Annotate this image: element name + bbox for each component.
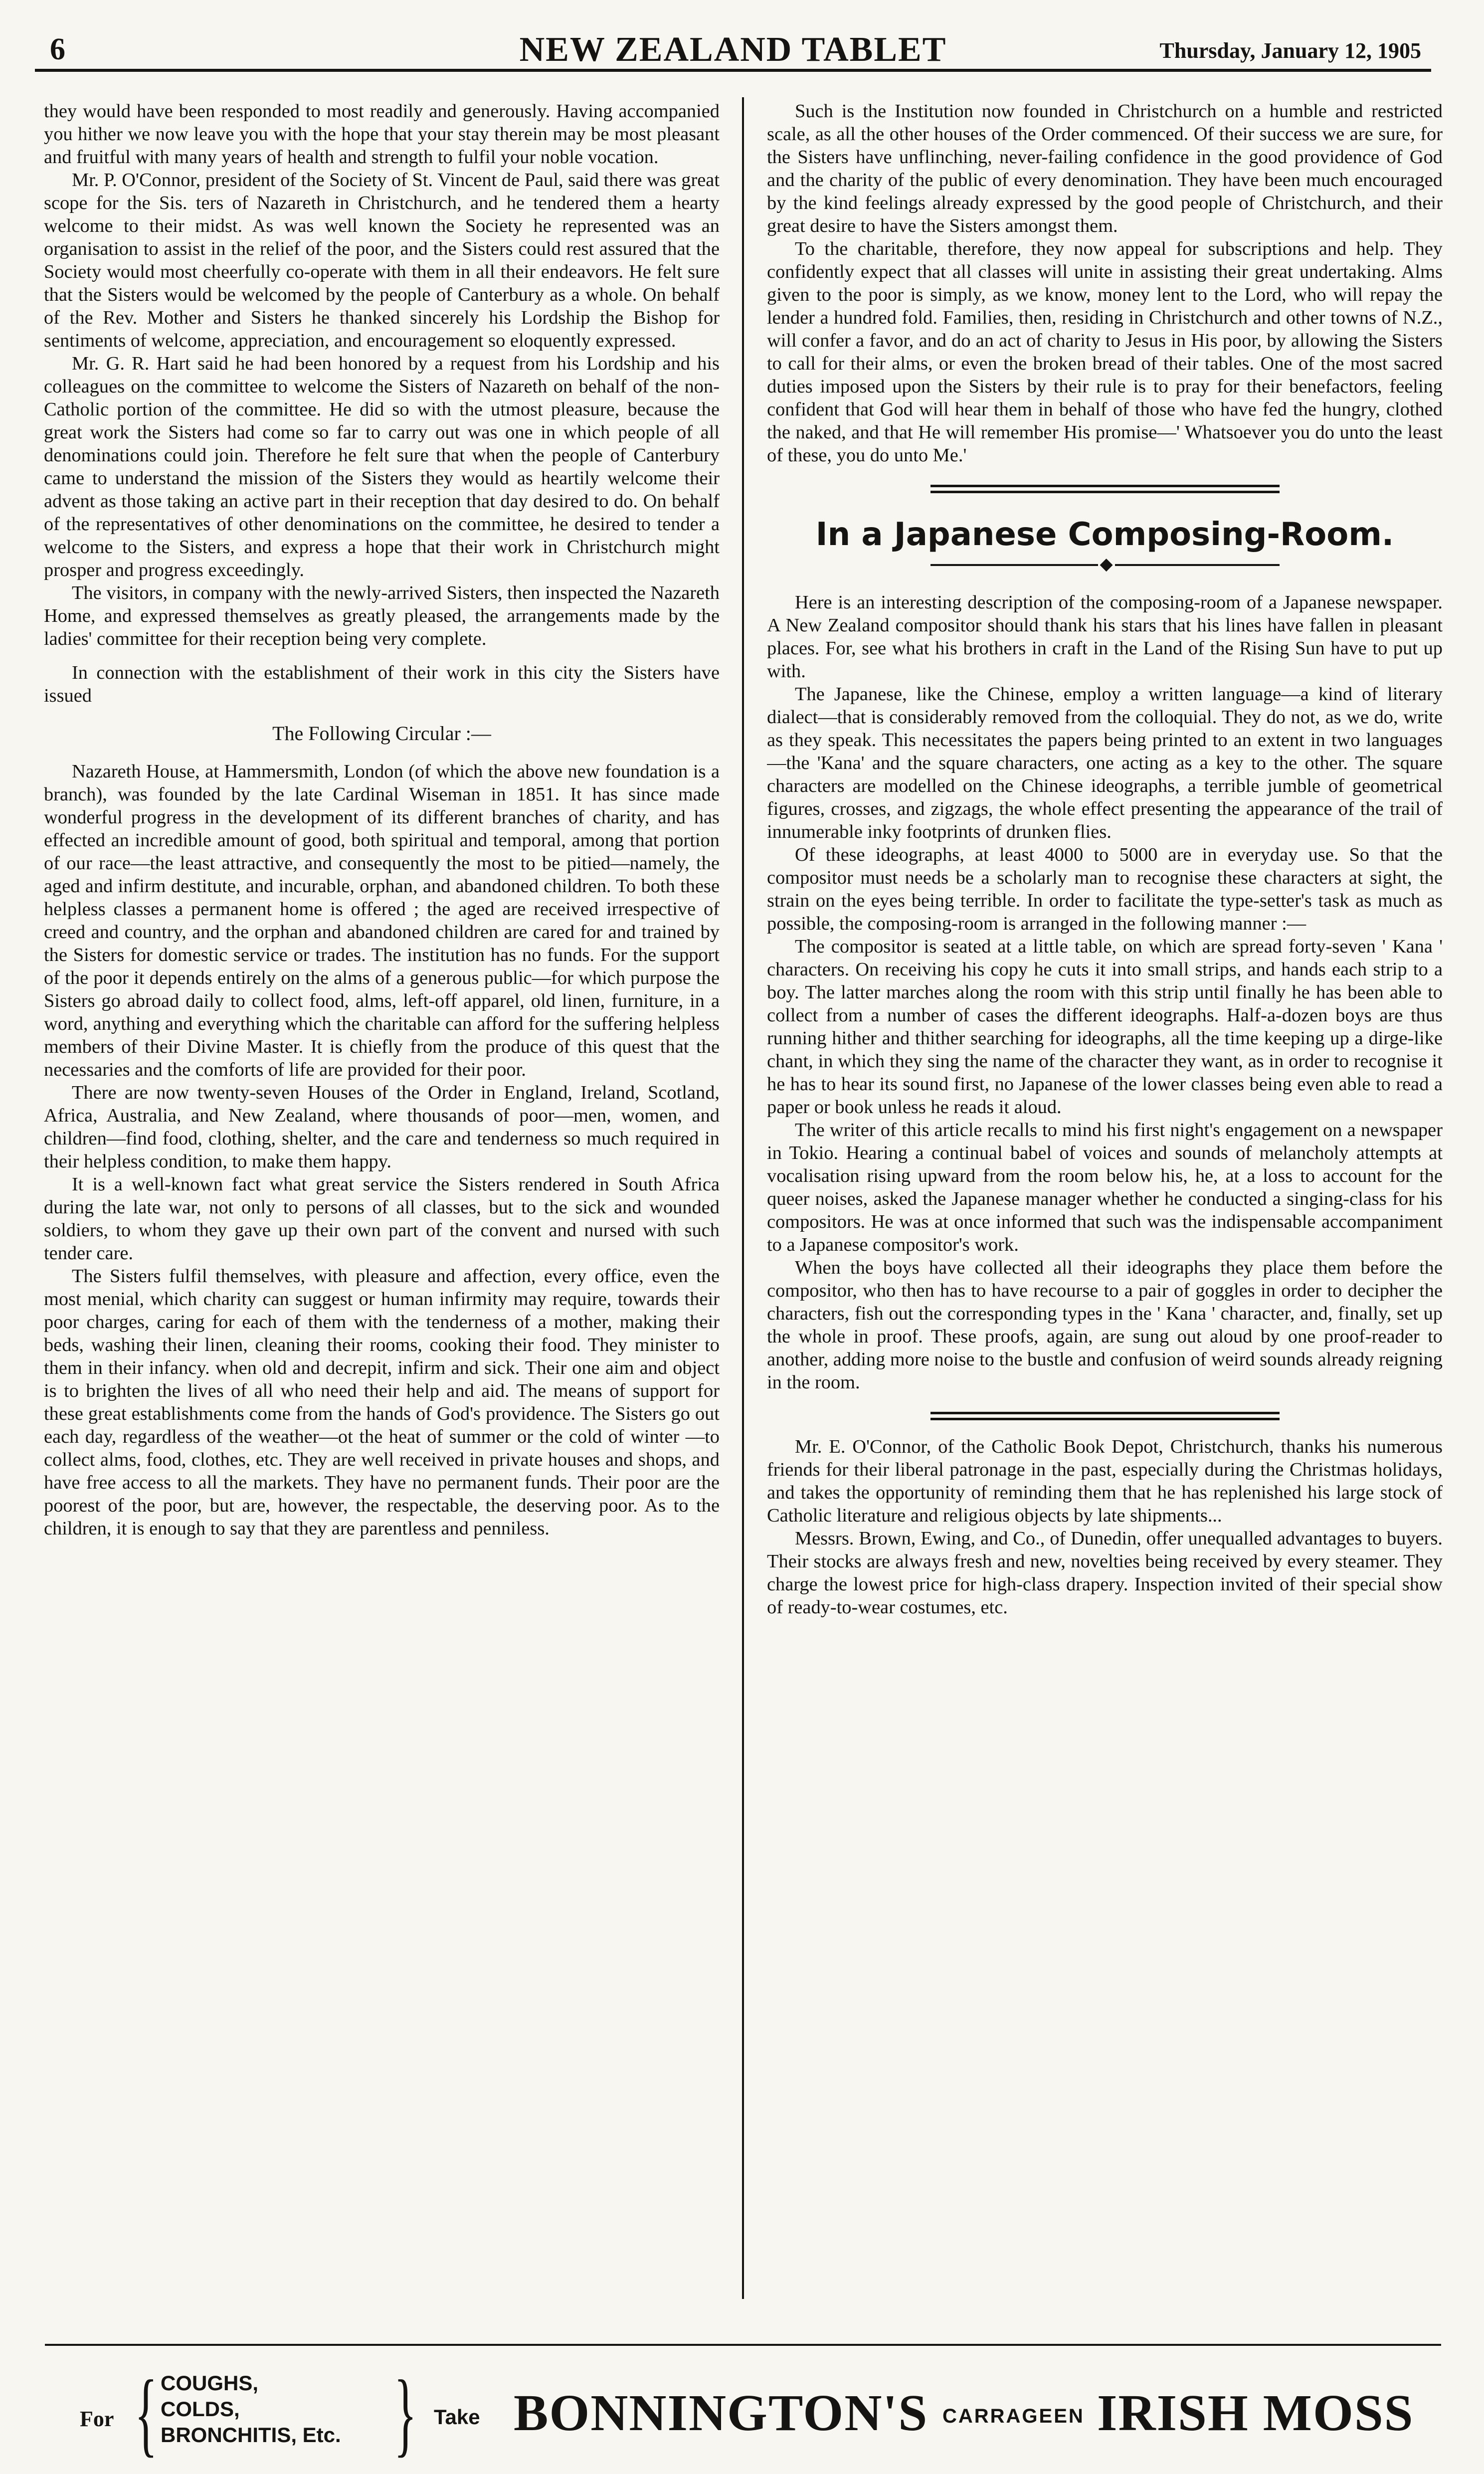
paragraph: The Sisters fulfil themselves, with pleasure and affection, every office, even the most menial, which charity can suggest or human infirmity may require, towards their poor charges, caring for each of them with the tenderness of a mother, making their beds, washing their linen, cleaning their rooms, cooking their food. They minister to them in their infancy. when old and decrepit, infirm and sick. Their one aim and object is to brighten the lives of all who need their help and aid. The means of support for these great establishments come from the hands of God's providence. The Sisters go out each day, regardless of the weather—ot the heat of summer or the cold of winter —to collect alms, food, clothes, etc. They are well received in private houses and shops, and have free access to all the markets. They have no permanent funds. Their poor are the poorest of the poor, but are, however, the respectable, the deserving poor. As to the children, it is enough to say that they are parentless and penniless. — [44, 1266, 720, 1539]
right-column — [767, 100, 1443, 2299]
ad-carrageen: CARRAGEEN — [942, 2405, 1085, 2427]
paragraph: Nazareth House, at Hammersmith, London (of which the above new foundation is a branch), was founded by the late Cardinal Wiseman in 1851. It has since made wonderful progress in the development of its different branches of charity, and has effected an incredible amount of good, both spiritual and temporal, among that portion of our race—the least attractive, and consequently the most to be pitied—namely, the aged and infirm destitute, and incurable, orphan, and abandoned children. To both these helpless classes a permanent home is offered ; the aged are received irrespective of creed and country, and the orphan and abandoned children are cared for and trained by the Sisters for domestic service or trades. The institution has no funds. For the support of the poor it depends entirely on the alms of a generous public—for which purpose the Sisters go abroad daily to collect food, alms, left-off apparel, old linen, furniture, in a word, anything and everything which the charitable can afford for the suffering helpless members of their Divine Master. It is chiefly from the produce of this quest that the necessaries and the comforts of life are provided for their poor. — [44, 761, 720, 1080]
paragraph: There are now twenty-seven Houses of the Order in England, Ireland, Scotland, Africa, Australia, and New Zealand, where thousands of poor—men, women, and children—find food, clothing, shelter, and the care and tenderness so much required in their helpless condition, to make them happy. — [44, 1082, 720, 1172]
paragraph: When the boys have collected all their ideographs they place them before the compositor, who then has to have recourse to a pair of goggles in order to decipher the characters, fish out the corresponding types in the ' Kana ' character, and, finally, set up the whole in proof. These proofs, again, are sung out aloud by one proof-reader to another, adding more noise to the bustle and confusion of weird sounds already reigning in the room. — [767, 1257, 1443, 1393]
paragraph: The Japanese, like the Chinese, employ a written language—a kind of literary dialect—that is considerably removed from the colloquial. They do not, as we do, write as they speak. This necessitates the papers being printed to an extent in two languages—the 'Kana' and the square characters, one acting as a key to the other. The square characters are modelled on the Chinese ideographs, a terrible jumble of geometrical figures, crosses, and zigzags, the whole effect presenting the appearance of the trail of innumerable inky footprints of drunken flies. — [767, 684, 1443, 842]
ailment: BRONCHITIS, Etc. — [161, 2423, 341, 2447]
paragraph: The writer of this article recalls to mind his first night's engagement on a newspaper in Tokio. Hearing a continual babel of voices and sounds of melancholy attempts at vocalisation rising upward from the room below his, he, at a loss to account for the queer noises, asked the Japanese manager whether he conducted a singing-class for his compositors. He was at once informed that such was the indispensable accompaniment to a Japanese compositor's work. — [767, 1120, 1443, 1255]
ad-brand: BONNINGTON'S — [514, 2384, 928, 2442]
paragraph: It is a well-known fact what great service the Sisters rendered in South Africa during the late war, not only to persons of all classes, but to the sick and wounded soldiers, to whom they gave up their own part of the convent and nursed with such tender care. — [44, 1174, 720, 1264]
section-rule — [930, 485, 1280, 493]
paragraph: To the charitable, therefore, they now appeal for subscriptions and help. They confidently expect that all classes will unite in assisting their great undertaking. Alms given to the poor is simply, as we know, money lent to the Lord, who will repay the lender a hundred fold. Families, then, residing in Christchurch and other towns of N.Z., will confer a favor, and do an act of charity to Jesus in His poor, by allowing the Sisters to call for their alms, or even the broken bread of their tables. One of the most sacred duties imposed upon the Sisters by their rule is to pray for their benefactors, feeling confident that God will hear them in behalf of those who have fed the hungry, clothed the naked, and that He will remember His promise—' Whatsoever you do unto the least of these, you do unto Me.' — [767, 238, 1443, 466]
ailment: COUGHS, — [161, 2371, 259, 2395]
column-divider — [742, 97, 744, 2299]
notice: Mr. E. O'Connor, of the Catholic Book Depot, Christchurch, thanks his numerous friends for their liberal patronage in the past, especially during the Christmas holidays, and takes the opportunity of reminding them that he has replenished his large stock of Catholic literature and religious objects by late shipments... — [767, 1436, 1443, 1526]
ad-ailments — [161, 2370, 341, 2448]
paragraph: Such is the Institution now founded in Christchurch on a humble and restricted scale, as all the other houses of the Order commenced. Of their success we are sure, for the Sisters have unflinching, never-failing confidence in the good providence of God and the charity of the public of every denomination. They have been much encouraged by the kind feelings already expressed by the good people of Christchurch, and their great desire to have the Sisters amongst them. — [767, 101, 1443, 236]
circular-subheading: The Following Circular :— — [272, 722, 491, 745]
paragraph: Mr. P. O'Connor, president of the Society of St. Vincent de Paul, said there was great scope for the Sis. ters of Nazareth in Christchurch, and he tendered them a hearty welcome to their midst. As was well known the Society he represented was an organisation to assist in the relief of the poor, and the Sisters could rest assured that the Society would most cheerfully co-operate with them in all their endeavors. He felt sure that the Sisters would be welcomed by the people of Canterbury as a whole. On behalf of the Rev. Mother and Sisters he thanked sincerely his Lordship the Bishop for sentiments of welcome, appreciation, and encouragement so eloquently expressed. — [44, 170, 720, 351]
diamond-icon: ◆ — [1098, 556, 1115, 573]
paragraph: Mr. G. R. Hart said he had been honored by a request from his Lordship and his colleagues on the committee to welcome the Sisters of Nazareth on behalf of the non-Catholic portion of the committee. He did so with the utmost pleasure, because the great work the Sisters had come so far to carry out was one in which people of all denominations could join. Therefore he felt sure that when the people of Canterbury came to understand the mission of the Sisters they would as heartily welcome their advent as those taking an active part in their reception that day desired to do. On behalf of the representatives of other denominations on the committee, he desired to tender a welcome to the Sisters, and express a hope that their work in Christchurch might prosper and progress exceedingly. — [44, 353, 720, 580]
advertisement — [45, 2361, 1441, 2466]
ad-product: IRISH MOSS — [1097, 2384, 1414, 2442]
article-title: In a Japanese Composing-Room. — [815, 516, 1394, 553]
paragraph: they would have been responded to most readily and generously. Having accompanied you hither we now leave you with the hope that your stay therein may be most pleasant and fruitful with many years of health and strength to fulfil your noble vocation. — [44, 101, 720, 168]
paragraph: In connection with the establishment of their work in this city the Sisters have issued — [44, 662, 720, 706]
notice: Messrs. Brown, Ewing, and Co., of Dunedin, offer unequalled advantages to buyers. Their stocks are always fresh and new, novelties being received by every steamer. They charge the lowest price for high-class drapery. Inspection invited of their special show of ready-to-wear costumes, etc. — [767, 1528, 1443, 1618]
ornamental-rule — [930, 555, 1280, 573]
paragraph: Of these ideographs, at least 4000 to 5000 are in everyday use. So that the compositor must needs be a scholarly man to recognise these characters at sight, the strain on the eyes being terrible. In order to facilitate the type-setter's task as much as possible, the composing-room is arranged in the following manner :— — [767, 844, 1443, 934]
ailment: COLDS, — [161, 2397, 240, 2421]
paragraph: The visitors, in company with the newly-arrived Sisters, then inspected the Nazareth Home, and expressed themselves as greatly pleased, the arrangements made by the ladies' committee for their reception being very complete. — [44, 582, 720, 649]
left-brace-icon: { — [135, 2361, 158, 2466]
page-number: 6 — [50, 32, 65, 66]
ad-take-label: Take — [434, 2405, 480, 2429]
newspaper-title: NEW ZEALAND TABLET — [519, 30, 947, 69]
issue-date: Thursday, January 12, 1905 — [1159, 38, 1421, 63]
right-brace-icon: } — [394, 2361, 417, 2466]
section-rule — [930, 1412, 1280, 1420]
advertisement-rule — [45, 2344, 1441, 2346]
left-column — [44, 100, 720, 2294]
ad-for-label: For — [80, 2407, 114, 2431]
paragraph: The compositor is seated at a little table, on which are spread forty-seven ' Kana ' characters. On receiving his copy he cuts it into small strips, and hands each strip to a boy. The latter marches along the room with this strip until finally he has been able to collect from a number of cases the different ideographs. Half-a-dozen boys are thus running hither and thither searching for ideographs, all the time keeping up a dirge-like chant, in which they sing the name of the character they want, as in order to recognise it he has to hear its sound first, no Japanese of the lower classes being even able to read a paper or book unless he reads it aloud. — [767, 936, 1443, 1118]
paragraph: Here is an interesting description of the composing-room of a Japanese newspaper. A New Zealand compositor should thank his stars that his lines have fallen in pleasant places. For, see what his brothers in craft in the Land of the Rising Sun have to put up with. — [767, 592, 1443, 682]
masthead — [35, 29, 1431, 72]
